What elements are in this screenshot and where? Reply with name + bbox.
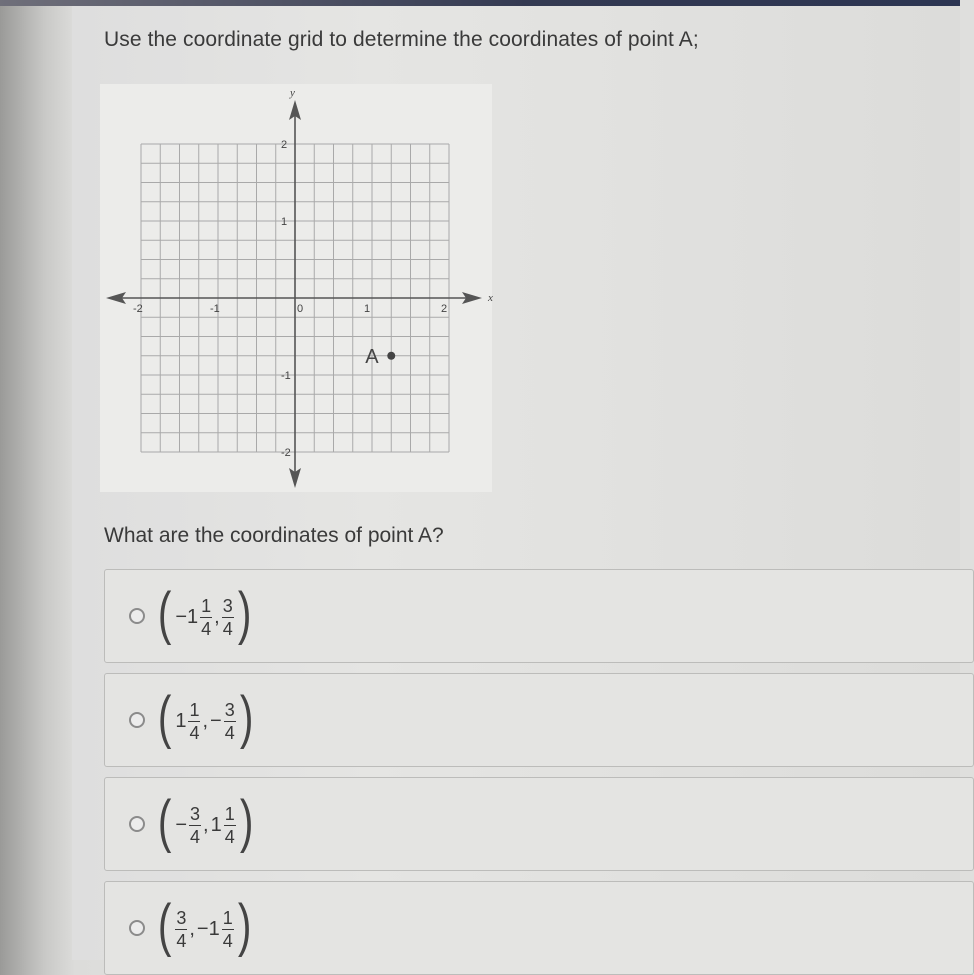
answer-choice[interactable] [104,569,974,663]
point-a-label: A [365,345,379,368]
fraction-numerator: 1 [189,699,200,720]
fraction-denominator: 4 [224,722,235,743]
x-tick-label: 1 [364,303,371,315]
tick-labels [133,139,447,459]
fraction [175,909,187,950]
comma: , [214,605,220,628]
y-tick-label: 2 [281,139,288,151]
coordinate-expression [155,893,254,962]
answer-choice[interactable] [104,881,974,975]
open-paren: ( [157,581,172,646]
fraction [189,805,201,846]
whole-part: −1 [196,917,220,940]
x-tick-label: -1 [210,303,220,315]
y-tick-label: -2 [281,447,291,459]
close-paren: ) [237,581,252,646]
radio-button[interactable] [129,608,145,624]
fraction-denominator: 4 [190,826,201,847]
fraction [224,701,236,742]
comma: , [189,917,195,940]
fraction-denominator: 4 [189,722,200,743]
fraction [200,597,212,638]
open-paren: ( [157,685,172,750]
fraction [222,597,234,638]
fraction [222,909,234,950]
close-paren: ) [239,789,254,854]
radio-button[interactable] [129,920,145,936]
x-tick-label: -2 [133,303,143,315]
x-tick-label: 0 [297,303,304,315]
whole-part: 1 [210,813,222,836]
answer-choice[interactable] [104,777,974,871]
fraction-numerator: 1 [201,595,212,616]
fraction-denominator: 4 [224,826,235,847]
close-paren: ) [237,893,252,958]
fraction-denominator: 4 [201,618,212,639]
close-paren: ) [239,685,254,750]
fraction [188,701,200,742]
open-paren: ( [157,893,172,958]
fraction-denominator: 4 [222,930,233,951]
whole-part: 1 [175,709,187,732]
fraction-numerator: 3 [190,803,201,824]
fraction-numerator: 3 [222,595,233,616]
fraction-denominator: 4 [176,930,187,951]
coordinate-expression [155,581,254,650]
fraction-numerator: 1 [224,803,235,824]
coordinate-expression [155,685,256,754]
open-paren: ( [157,789,172,854]
fraction-numerator: 1 [222,907,233,928]
sub-question: What are the coordinates of point A? [104,524,444,547]
y-axis-label: y [290,87,295,99]
coordinate-graph [100,84,492,492]
fraction-numerator: 3 [176,907,187,928]
fraction [224,805,236,846]
comma: , [202,709,209,732]
y-tick-label: -1 [281,370,291,382]
coordinate-grid-svg [100,84,492,492]
fraction-numerator: 3 [224,699,235,720]
x-axis-label: x [488,292,493,304]
y-tick-label: 1 [281,216,288,228]
point-a-dot [387,352,395,360]
comma: , [203,813,209,836]
radio-button[interactable] [129,712,145,728]
whole-part: − [175,813,188,836]
coordinate-expression [155,789,256,858]
answer-choice[interactable] [104,673,974,767]
fraction-denominator: 4 [222,618,233,639]
sign: − [210,709,222,732]
whole-part: −1 [175,605,199,628]
x-tick-label: 2 [441,303,448,315]
radio-button[interactable] [129,816,145,832]
question-text: Use the coordinate grid to determine the coordinates of point A; [104,28,699,51]
